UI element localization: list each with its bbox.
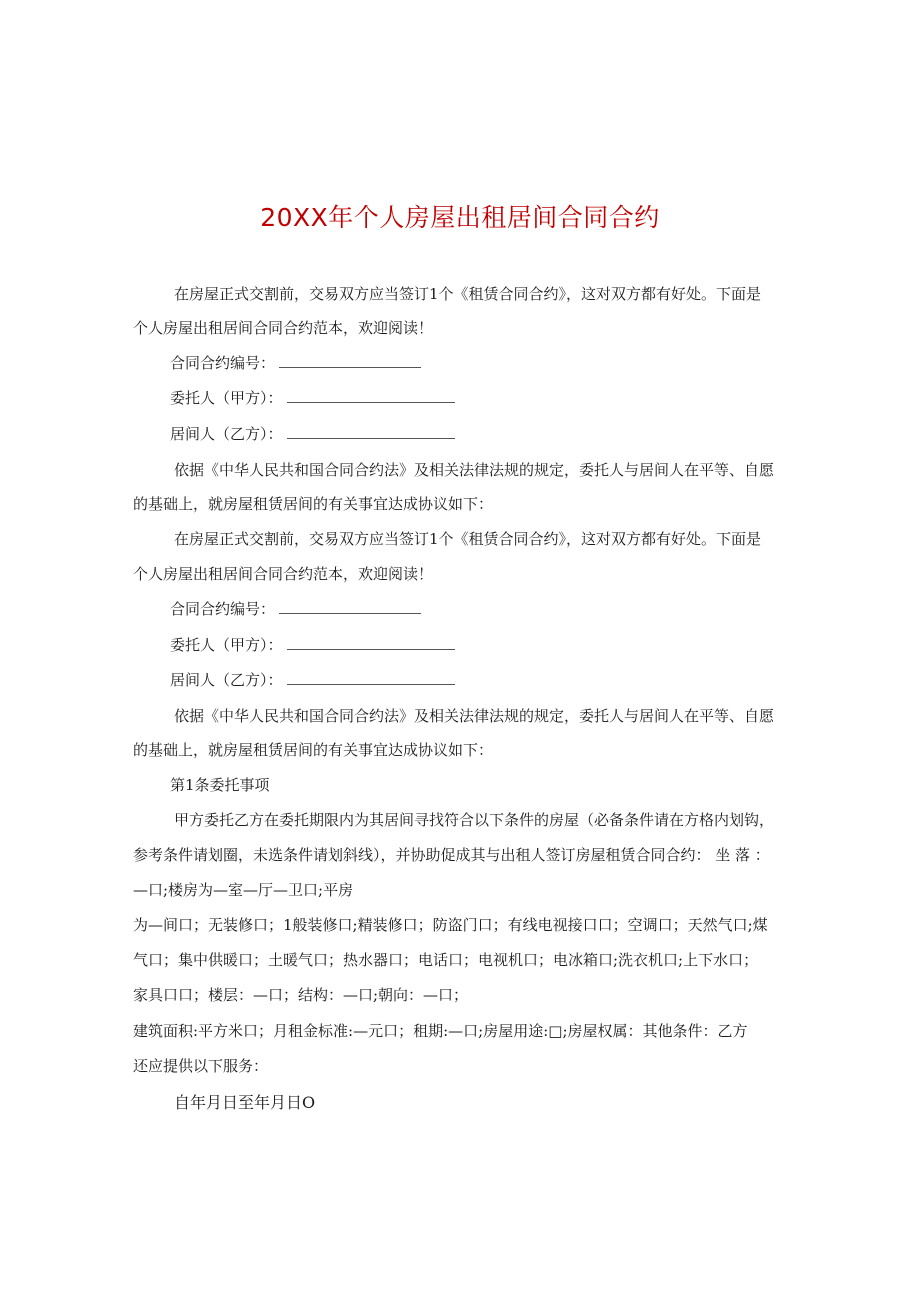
broker-field [170, 424, 830, 444]
client-field-2 [170, 635, 830, 655]
contract-number-field-2 [170, 599, 830, 619]
broker-field-2 [170, 670, 830, 690]
article-1-line-8: 还应提供以下服务： [133, 1057, 269, 1075]
intro-paragraph-1-line-1: 在房屋正式交割前，交易双方应当签订1个《租赁合同合约》，这对双方都有好处。下面是 [174, 285, 762, 303]
basis-paragraph-1-line-2: 的基础上，就房屋租赁居间的有关事宜达成协议如下： [133, 495, 494, 513]
article-1-line-2: 参考条件请划圈，未选条件请划斜线），并协助促成其与出租人签订房屋租赁合同合约： 坐 落 ： [133, 846, 770, 864]
contract-number-blank [279, 353, 421, 368]
client-field [170, 388, 830, 408]
client-blank-2 [287, 635, 455, 650]
article-1-line-1: 甲方委托乙方在委托期限内为其居间寻找符合以下条件的房屋（必备条件请在方格内划钩， [174, 811, 775, 829]
contract-number-blank-2 [279, 599, 421, 614]
article-1-heading: 第1条委托事项 [170, 776, 270, 794]
broker-label-2: 居间人（乙方）： [170, 671, 283, 689]
basis-paragraph-1-line-1: 依据《中华人民共和国合同合约法》及相关法律法规的规定，委托人与居间人在平等、自愿 [174, 461, 775, 479]
broker-label: 居间人（乙方）： [170, 425, 283, 443]
contract-number-field [170, 353, 830, 373]
contract-number-label: 合同合约编号： [170, 354, 276, 372]
article-1-line-5: 气口；集中供暖口；土暖气口；热水器口；电话口；电视机口；电冰箱口;洗衣机口;上下水口； [133, 951, 759, 969]
client-label: 委托人（甲方）： [170, 389, 283, 407]
date-range-line: 自年月日至年月日O [174, 1093, 316, 1112]
basis-paragraph-2-line-1: 依据《中华人民共和国合同合约法》及相关法律法规的规定，委托人与居间人在平等、自愿 [174, 707, 775, 725]
intro-paragraph-1-line-2: 个人房屋出租居间合同合约范本，欢迎阅读！ [133, 319, 434, 337]
client-blank [287, 388, 455, 403]
intro-paragraph-2-line-1: 在房屋正式交割前，交易双方应当签订1个《租赁合同合约》，这对双方都有好处。下面是 [174, 530, 762, 548]
article-1-line-3: —口;楼房为—室—厅—卫口;平房 [133, 881, 354, 899]
article-1-line-4: 为—间口；无装修口；1般装修口;精装修口；防盗门口；有线电视接口口；空调口；天然气口;煤 [133, 916, 768, 934]
client-label-2: 委托人（甲方）： [170, 636, 283, 654]
intro-paragraph-2-line-2: 个人房屋出租居间合同合约范本，欢迎阅读！ [133, 565, 434, 583]
basis-paragraph-2-line-2: 的基础上，就房屋租赁居间的有关事宜达成协议如下： [133, 741, 494, 759]
broker-blank [287, 424, 455, 439]
article-1-line-7: 建筑面积:平方米口；月租金标准:—元口；租期:—口;房屋用途:□;房屋权属：其他条件：乙方 [133, 1022, 748, 1040]
contract-number-label-2: 合同合约编号： [170, 600, 276, 618]
broker-blank-2 [287, 670, 455, 685]
article-1-line-6: 家具口口；楼层：—口；结构：—口;朝向：—口； [133, 986, 469, 1004]
document-title: 20XX年个人房屋出租居间合同合约 [260, 203, 660, 232]
